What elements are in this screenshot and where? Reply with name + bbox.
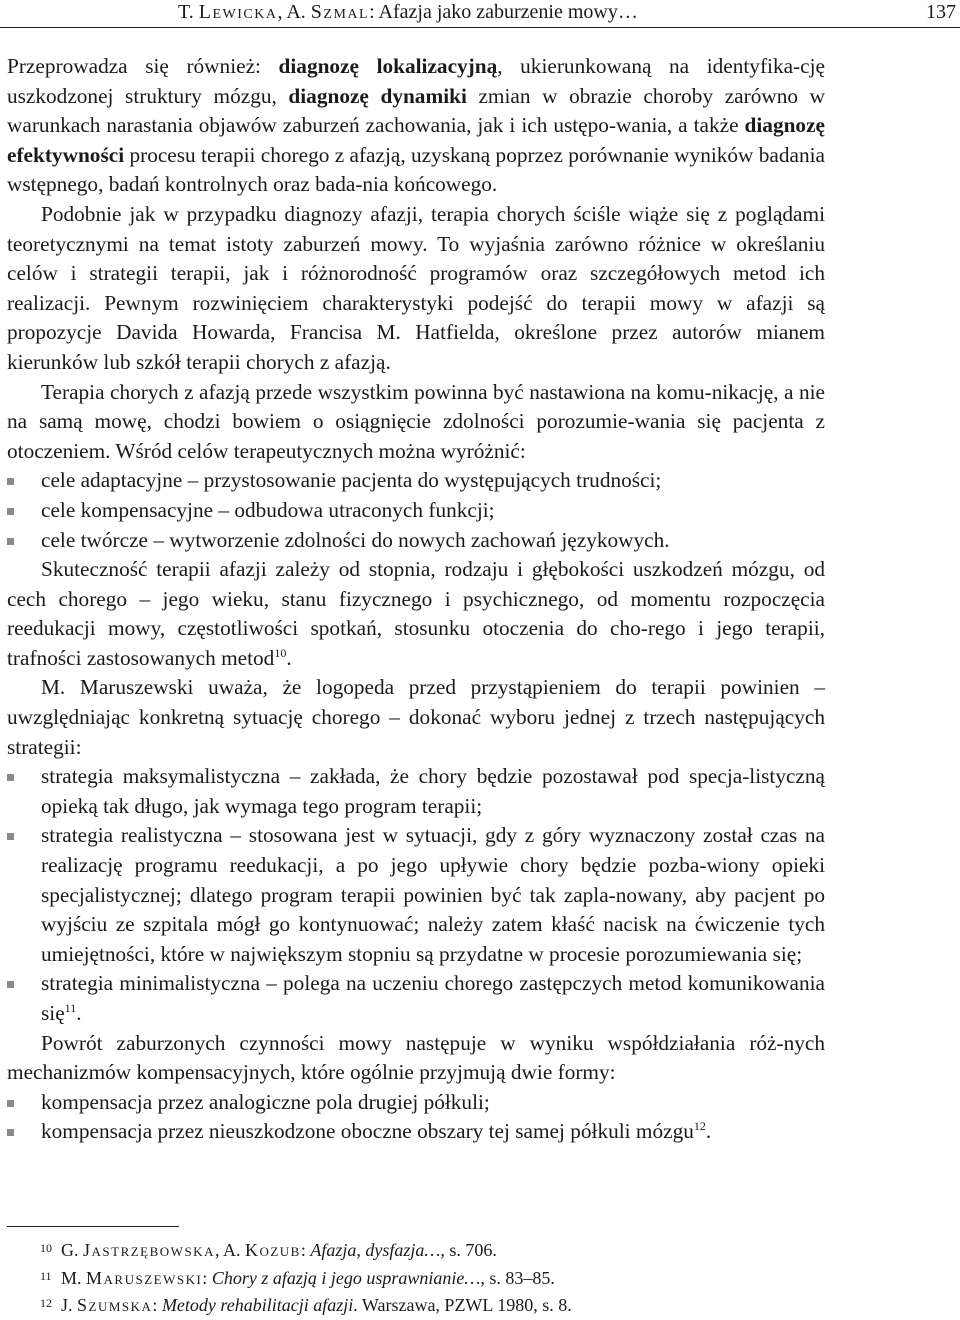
bullet-list-goals <box>7 466 825 555</box>
paragraph: Skuteczność terapii afazji zależy od stopnia, rodzaju i głębokości uszkodzeń mózgu, od cech chorego – jego wieku, stanu fizycznego i psychicznego, od momentu rozpoczęcia reedukacji mowy, częstotliwości spotkań, stosunku otoczenia do cho-rego i jego terapii, trafności zastosowanych metod$^{10}$. <box>7 557 825 670</box>
running-header <box>0 0 960 30</box>
page-number: 137 <box>926 1 956 23</box>
list-item: kompensacja przez nieuszkodzone oboczne obszary tej samej półkuli mózgu$^{12}$. <box>7 1117 825 1147</box>
author-surname: Szmal <box>310 1 370 23</box>
running-title: T. Lewicka, A. Szmal: Afazja jako zaburzenie mowy… <box>178 1 638 23</box>
footnote-rule <box>7 1226 179 1227</box>
header-rule <box>0 27 960 28</box>
bullet-list-strategies <box>7 762 825 1028</box>
bullet-list-compensation <box>7 1088 825 1147</box>
bullet-icon <box>7 478 14 485</box>
list-item: kompensacja przez analogiczne pola drugiej półkuli; <box>7 1088 825 1118</box>
footnote-ref[interactable]: 11 <box>64 1001 77 1015</box>
footnote: 10 G. Jastrzębowska, A. Kozub: Afazja, dysfazja…, s. 706. <box>7 1237 825 1265</box>
list-item: strategia realistyczna – stosowana jest w sytuacji, gdy z góry wyznaczony został czas na realizację programu reedukacji, a po jego upływie chory będzie pozba-wiony opieki specjalistycznej; dlatego program terapii powinien być tak zapla-nowany, aby pacjent po wyjściu ze szpitala mógł go kontynuować; należy zatem kłaść nacisk na ćwiczenie tych umiejętności, które w największym stopniu są przydatne w procesie porozumiewania się; <box>7 821 825 969</box>
main-text <box>7 52 825 1147</box>
footnote-number: 12 <box>40 1296 52 1310</box>
bullet-icon <box>7 1129 14 1136</box>
list-item: cele kompensacyjne – odbudowa utraconych funkcji; <box>7 496 825 526</box>
list-item: strategia maksymalistyczna – zakłada, że chory będzie pozostawał pod specja-listyczną opieką tak długo, jak wymaga tego program terapii; <box>7 762 825 821</box>
list-item: cele twórcze – wytworzenie zdolności do nowych zachowań językowych. <box>7 526 825 556</box>
footnote: 11 M. Maruszewski: Chory z afazją i jego usprawnianie…, s. 83–85. <box>7 1265 825 1293</box>
paragraph: Terapia chorych z afazją przede wszystkim powinna być nastawiona na komu-nikację, a nie na samą mowę, chodzi bowiem o osiągnięcie zdolności porozumie-wania się pacjenta z otoczeniem. Wśród celów terapeutycznych można wyróżnić: <box>7 379 825 463</box>
footnote-number: 10 <box>40 1241 52 1255</box>
bullet-icon <box>7 774 14 781</box>
bullet-icon <box>7 833 14 840</box>
list-item: cele adaptacyjne – przystosowanie pacjenta do występujących trudności; <box>7 466 825 496</box>
footnotes <box>7 1237 825 1320</box>
bullet-icon <box>7 538 14 545</box>
footnote-number: 11 <box>40 1268 52 1283</box>
paragraph: Podobnie jak w przypadku diagnozy afazji, terapia chorych ściśle wiąże się z poglądami teoretycznymi na temat istoty zaburzeń mowy. To wyjaśnia zarówno różnice w określaniu celów i strategii terapii, jak i różnorodność programów oraz szczegółowych metod ich realizacji. Pewnym rozwinięciem charakterystyki podejść do terapii mowy w afazji są propozycje Davida Howarda, Francisa M. Hatfielda, określone przez autorów mianem kierunków lub szkół terapii chorych z afazją. <box>7 201 825 374</box>
author-surname: Lewicka <box>198 1 278 23</box>
list-item: strategia minimalistyczna – polega na uczeniu chorego zastępczych metod komunikowania się$^{11}$. <box>7 969 825 1028</box>
paragraph: Powrót zaburzonych czynności mowy następuje w wyniku współdziałania róż-nych mechanizmów kompensacyjnych, które ogólnie przyjmują dwie formy: <box>7 1030 825 1085</box>
bullet-icon <box>7 508 14 515</box>
bullet-icon <box>7 981 14 988</box>
footnote-ref[interactable]: 12 <box>693 1119 706 1134</box>
footnote-ref[interactable]: 10 <box>274 645 287 660</box>
footnote: 12 J. Szumska: Metody rehabilitacji afazji. Warszawa, PZWL 1980, s. 8. <box>7 1292 825 1320</box>
paragraph: Przeprowadza się również: diagnozę lokalizacyjną, ukierunkowaną na identyfika-cję uszkodzonej struktury mózgu, diagnozę dynamiki zmian w obrazie choroby zarówno w warunkach narastania objawów zaburzeń zachowania, jak i ich ustępo-wania, a także diagnozę efektywności procesu terapii chorego z afazją, uzyskaną poprzez porównanie wyników badania wstępnego, badań kontrolnych oraz bada-nia końcowego. <box>7 54 825 197</box>
bullet-icon <box>7 1100 14 1107</box>
paragraph: M. Maruszewski uważa, że logopeda przed przystąpieniem do terapii powinien – uwzględniając konkretną sytuację chorego – dokonać wyboru jednej z trzech następujących strategii: <box>7 675 825 759</box>
